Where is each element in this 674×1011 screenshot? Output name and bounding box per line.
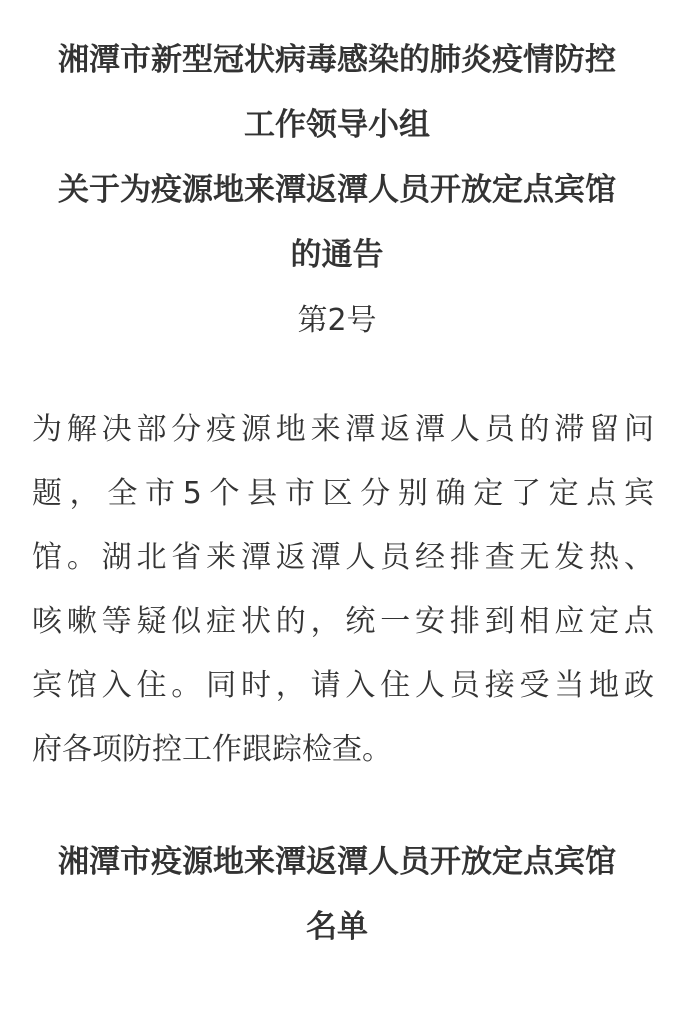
body-line-3: 馆。湖北省来潭返潭人员经排查无发热、 xyxy=(32,540,654,575)
body-line-6: 府各项防控工作跟踪检查。 xyxy=(32,732,392,767)
issuer-line-2: 工作领导小组 xyxy=(244,107,430,143)
body-line-1: 为解决部分疫源地来潭返潭人员的滞留问 xyxy=(32,412,654,447)
issuer-line-1: 湘潭市新型冠状病毒感染的肺炎疫情防控 xyxy=(58,42,616,78)
body-line-5: 宾馆入住。同时，请入住人员接受当地政 xyxy=(32,668,654,703)
notice-header xyxy=(0,28,674,353)
list-heading xyxy=(0,830,674,960)
title-line-1: 关于为疫源地来潭返潭人员开放定点宾馆 xyxy=(58,172,616,208)
notice-body xyxy=(32,398,654,782)
list-heading-line-1: 湘潭市疫源地来潭返潭人员开放定点宾馆 xyxy=(58,844,616,880)
body-line-2: 题，全市5个县市区分别确定了定点宾 xyxy=(32,476,654,511)
list-heading-line-2: 名单 xyxy=(306,909,368,945)
notice-number: 第2号 xyxy=(297,303,377,338)
title-line-2: 的通告 xyxy=(290,237,384,273)
body-line-4: 咳嗽等疑似症状的，统一安排到相应定点 xyxy=(32,604,654,639)
